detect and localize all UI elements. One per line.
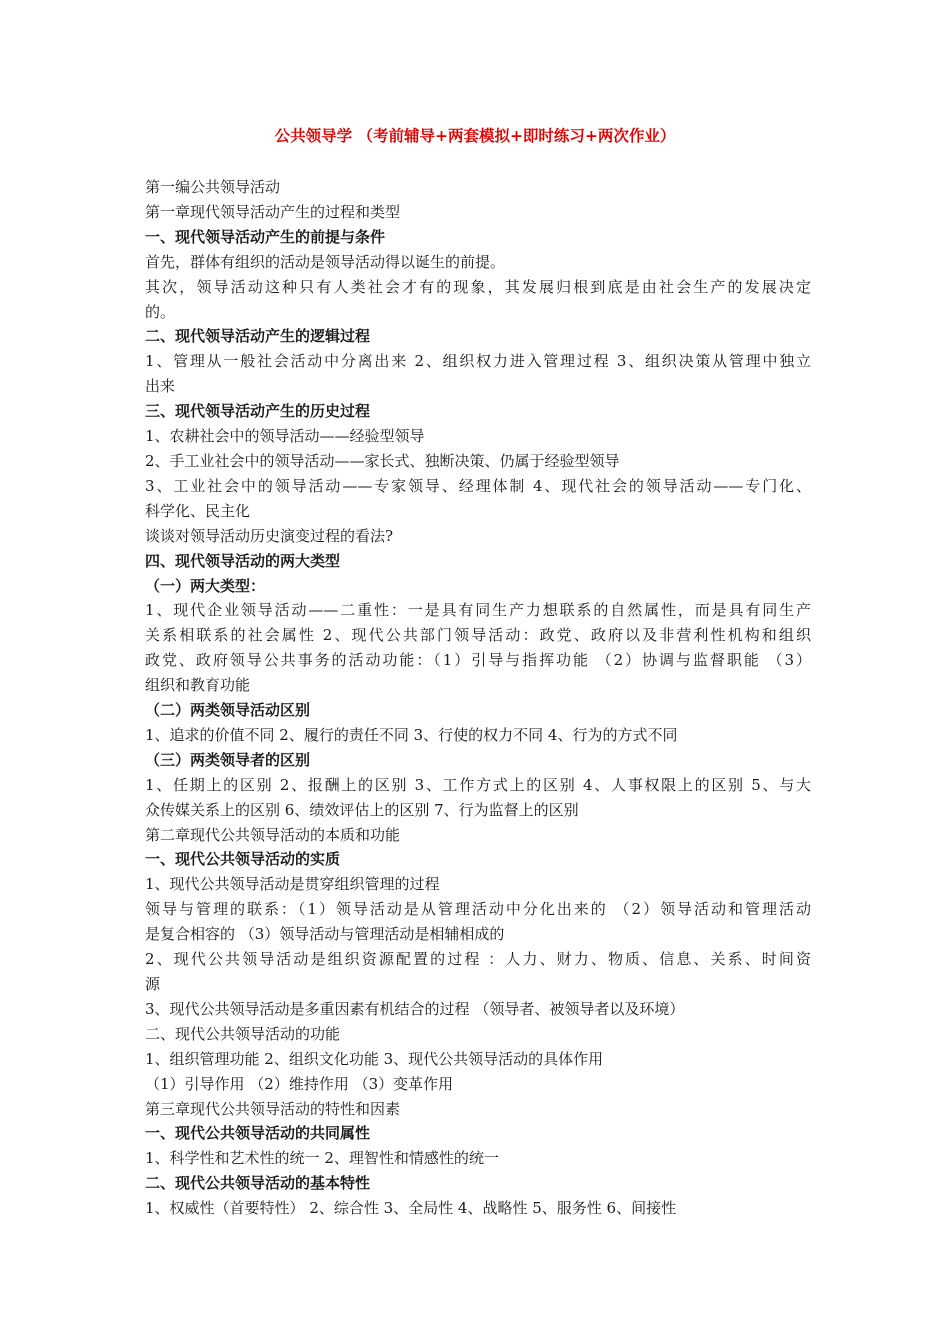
text-line: 1、现代公共领导活动是贯穿组织管理的过程	[145, 875, 440, 894]
section-heading: 二、现代公共领导活动的基本特性	[145, 1174, 371, 1193]
text-line: 第一编公共领导活动	[145, 178, 281, 196]
text-line: 1、农耕社会中的领导活动——经验型领导	[145, 427, 425, 446]
text-line: 关系相联系的社会属性 2、现代公共部门领导活动：政党、政府以及非营利性机构和组织	[145, 626, 811, 645]
text-line: 二、现代公共领导活动的功能	[145, 1024, 341, 1043]
text-line: 第二章现代公共领导活动的本质和功能	[145, 825, 401, 844]
text-line: 1、现代企业领导活动——二重性：一是具有同生产力想联系的自然属性，而是具有同生产	[145, 601, 811, 620]
text-line: 源	[145, 975, 161, 993]
text-line: 出来	[145, 377, 176, 396]
section-heading: 一、现代公共领导活动的实质	[145, 850, 341, 869]
text-line: 1、权威性（首要特性） 2、综合性 3、全局性 4、战略性 5、服务性 6、间接性	[145, 1199, 677, 1218]
text-line: 1、任期上的区别 2、报酬上的区别 3、工作方式上的区别 4、人事权限上的区别 5、与大	[145, 775, 811, 794]
text-line: 政党、政府领导公共事务的活动功能：（1）引导与指挥功能 （2）协调与监督职能 （3）	[145, 651, 811, 670]
text-line: 2、手工业社会中的领导活动——家长式、独断决策、仍属于经验型领导	[145, 451, 620, 470]
text-line: 领导与管理的联系：（1）领导活动是从管理活动中分化出来的 （2）领导活动和管理活动	[145, 900, 811, 919]
text-line: 第三章现代公共领导活动的特性和因素	[145, 1099, 401, 1118]
text-line: 科学化、民主化	[145, 501, 251, 520]
document-body	[145, 175, 811, 1221]
text-line: 众传媒关系上的区别 6、绩效评估上的区别 7、行为监督上的区别	[145, 800, 579, 819]
section-heading: （二）两类领导活动区别	[145, 701, 311, 720]
text-line: 1、管理从一般社会活动中分离出来 2、组织权力进入管理过程 3、组织决策从管理中独立	[145, 352, 811, 371]
section-heading: 三、现代领导活动产生的历史过程	[145, 402, 371, 421]
text-line: 组织和教育功能	[145, 676, 251, 695]
section-heading: 二、现代领导活动产生的逻辑过程	[145, 327, 371, 346]
text-line: 1、组织管理功能 2、组织文化功能 3、现代公共领导活动的具体作用	[145, 1049, 604, 1068]
text-line: 是复合相容的 （3）领导活动与管理活动是相辅相成的	[145, 925, 505, 944]
text-line: 1、科学性和艺术性的统一 2、理智性和情感性的统一	[145, 1149, 499, 1168]
document-title: 公共领导学 （考前辅导+两套模拟+即时练习+两次作业）	[274, 126, 676, 145]
text-line: （1）引导作用 （2）维持作用 （3）变革作用	[145, 1074, 454, 1093]
text-line: 第一章现代领导活动产生的过程和类型	[145, 202, 401, 221]
section-heading: （三）两类领导者的区别	[145, 750, 311, 769]
text-line: 1、追求的价值不同 2、履行的责任不同 3、行使的权力不同 4、行为的方式不同	[145, 725, 678, 744]
section-heading: （一）两大类型：	[145, 576, 266, 595]
section-heading: 一、现代公共领导活动的共同属性	[145, 1124, 371, 1143]
text-line: 谈谈对领导活动历史演变过程的看法?	[145, 526, 394, 545]
text-line: 3、现代公共领导活动是多重因素有机结合的过程 （领导者、被领导者以及环境）	[145, 999, 685, 1018]
text-line: 3、工业社会中的领导活动——专家领导、经理体制 4、现代社会的领导活动——专门化、	[145, 476, 811, 495]
text-line: 的。	[145, 302, 176, 321]
text-line: 2、现代公共领导活动是组织资源配置的过程 ：人力、财力、物质、信息、关系、时间资	[145, 950, 811, 969]
section-heading: 一、现代领导活动产生的前提与条件	[145, 227, 386, 246]
text-line: 其次，领导活动这种只有人类社会才有的现象，其发展归根到底是由社会生产的发展决定	[145, 277, 811, 296]
text-line: 首先，群体有组织的活动是领导活动得以诞生的前提。	[145, 252, 506, 271]
section-heading: 四、现代领导活动的两大类型	[145, 551, 341, 570]
